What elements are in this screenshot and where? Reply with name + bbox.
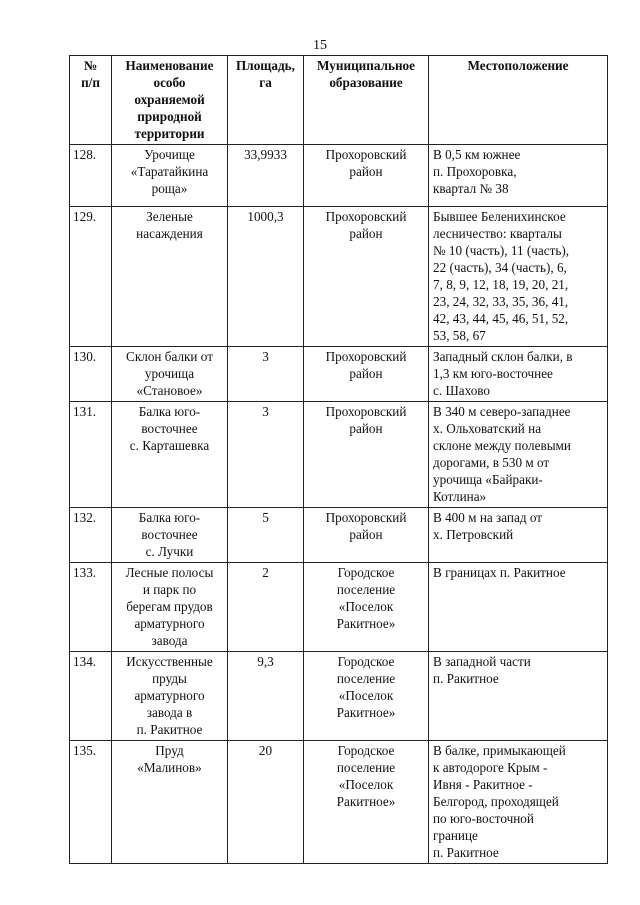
cell-number: 129.	[70, 207, 112, 347]
cell-location-line: по юго-восточной	[433, 811, 534, 826]
cell-municipality	[304, 145, 429, 207]
table-row	[70, 207, 608, 347]
cell-name-line: урочища	[144, 366, 195, 381]
header-text-line: территории	[134, 126, 205, 141]
cell-location-line: дорогами, в 530 м от	[433, 455, 550, 470]
cell-location-line: с. Шахово	[433, 383, 491, 398]
cell-municipality-line: «Поселок	[338, 777, 394, 792]
header-text-line: №	[83, 58, 98, 73]
cell-municipality	[304, 652, 429, 741]
cell-number: 132.	[70, 508, 112, 563]
cell-name-line: арматурного	[134, 688, 205, 703]
cell-location	[429, 347, 608, 402]
cell-name-line: с. Лучки	[145, 544, 194, 559]
cell-name	[112, 741, 228, 864]
cell-area: 5	[228, 508, 304, 563]
cell-location-line: 1,3 км юго-восточнее	[433, 366, 553, 381]
cell-location-line: п. Ракитное	[433, 671, 499, 686]
cell-name-line: Пруд	[155, 743, 184, 758]
cell-name-line: «Таратайкина	[130, 164, 209, 179]
cell-municipality	[304, 402, 429, 508]
cell-municipality	[304, 207, 429, 347]
cell-municipality-line: Прохоровский	[325, 510, 407, 525]
table-row	[70, 741, 608, 864]
cell-number: 130.	[70, 347, 112, 402]
cell-municipality-line: Ракитное»	[336, 705, 396, 720]
cell-municipality-line: «Поселок	[338, 599, 394, 614]
table-row	[70, 402, 608, 508]
cell-location	[429, 741, 608, 864]
header-name	[112, 56, 228, 145]
header-location	[429, 56, 608, 145]
cell-location	[429, 145, 608, 207]
table-row	[70, 508, 608, 563]
table-row	[70, 652, 608, 741]
cell-name	[112, 347, 228, 402]
cell-name-line: и парк по	[142, 582, 197, 597]
header-text-line: Площадь,	[236, 58, 295, 73]
cell-name-line: Зеленые	[146, 209, 193, 224]
cell-municipality-line: поселение	[336, 582, 396, 597]
cell-name-line: п. Ракитное	[136, 722, 203, 737]
header-text-line: п/п	[81, 75, 100, 90]
cell-location-line: п. Прохоровка,	[433, 164, 517, 179]
cell-municipality-line: поселение	[336, 760, 396, 775]
cell-name-line: восточнее	[141, 421, 198, 436]
cell-number: 133.	[70, 563, 112, 652]
cell-location-line: 53, 58, 67	[433, 328, 486, 343]
cell-location-line: границе	[433, 828, 478, 843]
cell-location-line: № 10 (часть), 11 (часть),	[433, 243, 570, 258]
cell-location-line: В границах п. Ракитное	[433, 565, 566, 580]
cell-name-line: завода	[151, 633, 188, 648]
cell-location-line: В 0,5 км южнее	[433, 147, 521, 162]
cell-location-line: х. Петровский	[433, 527, 514, 542]
cell-municipality-line: Прохоровский	[325, 147, 407, 162]
cell-location-line: квартал № 38	[433, 181, 509, 196]
cell-area: 2	[228, 563, 304, 652]
cell-municipality-line: Городское	[337, 565, 395, 580]
cell-municipality-line: район	[349, 164, 383, 179]
cell-name	[112, 508, 228, 563]
cell-location-line: 42, 43, 44, 45, 46, 51, 52,	[433, 311, 569, 326]
table-row	[70, 347, 608, 402]
cell-name-line: берегам прудов	[126, 599, 213, 614]
cell-municipality-line: район	[349, 527, 383, 542]
cell-location-line: В 340 м северо-западнее	[433, 404, 571, 419]
cell-municipality	[304, 563, 429, 652]
cell-location	[429, 207, 608, 347]
cell-municipality-line: район	[349, 226, 383, 241]
cell-location-line: В западной части	[433, 654, 531, 669]
cell-location-line: к автодороге Крым -	[433, 760, 548, 775]
cell-location	[429, 508, 608, 563]
header-number	[70, 56, 112, 145]
header-text-line: Муниципальное	[317, 58, 415, 73]
cell-number: 131.	[70, 402, 112, 508]
cell-municipality-line: «Поселок	[338, 688, 394, 703]
cell-number: 135.	[70, 741, 112, 864]
cell-area: 3	[228, 402, 304, 508]
cell-municipality-line: поселение	[336, 671, 396, 686]
cell-location-line: Ивня - Ракитное -	[433, 777, 533, 792]
cell-name-line: «Малинов»	[137, 760, 202, 775]
cell-municipality	[304, 347, 429, 402]
header-area	[228, 56, 304, 145]
header-text-line: природной	[137, 109, 202, 124]
protected-areas-table	[69, 55, 608, 864]
cell-location-line: лесничество: кварталы	[433, 226, 562, 241]
cell-municipality	[304, 508, 429, 563]
cell-location-line: Котлина»	[433, 489, 487, 504]
cell-location-line: х. Ольховатский на	[433, 421, 542, 436]
cell-name	[112, 402, 228, 508]
cell-name-line: Балка юго-	[138, 510, 201, 525]
header-municipality	[304, 56, 429, 145]
cell-location	[429, 402, 608, 508]
cell-area: 1000,3	[228, 207, 304, 347]
cell-location-line: 22 (часть), 34 (часть), 6,	[433, 260, 567, 275]
cell-name-line: Лесные полосы	[125, 565, 214, 580]
cell-location-line: 23, 24, 32, 33, 35, 36, 41,	[433, 294, 569, 309]
cell-municipality-line: Прохоровский	[325, 404, 407, 419]
header-text-line: Местоположение	[467, 58, 569, 73]
cell-location-line: 7, 8, 9, 12, 18, 19, 20, 21,	[433, 277, 569, 292]
cell-name-line: завода в	[146, 705, 193, 720]
cell-location-line: Белгород, проходящей	[433, 794, 559, 809]
cell-name	[112, 563, 228, 652]
cell-municipality-line: Ракитное»	[336, 794, 396, 809]
cell-municipality-line: Ракитное»	[336, 616, 396, 631]
cell-name	[112, 652, 228, 741]
cell-location-line: В балке, примыкающей	[433, 743, 566, 758]
cell-location	[429, 563, 608, 652]
cell-municipality-line: Городское	[337, 743, 395, 758]
cell-name	[112, 207, 228, 347]
cell-name-line: Искусственные	[126, 654, 213, 669]
cell-number: 134.	[70, 652, 112, 741]
cell-name-line: «Становое»	[136, 383, 203, 398]
header-text-line: охраняемой	[134, 92, 205, 107]
table-body	[70, 145, 608, 864]
cell-municipality-line: Городское	[337, 654, 395, 669]
table-row	[70, 145, 608, 207]
cell-name-line: Склон балки от	[126, 349, 213, 364]
cell-name-line: роща»	[151, 181, 188, 196]
table-header-row	[70, 56, 608, 145]
cell-location-line: В 400 м на запад от	[433, 510, 543, 525]
cell-municipality-line: Прохоровский	[325, 349, 407, 364]
cell-number: 128.	[70, 145, 112, 207]
header-text-line: Наименование	[125, 58, 214, 73]
cell-name-line: пруды	[152, 671, 187, 686]
cell-area: 33,9933	[228, 145, 304, 207]
cell-name-line: восточнее	[141, 527, 198, 542]
cell-area: 20	[228, 741, 304, 864]
cell-location	[429, 652, 608, 741]
cell-location-line: урочища «Байраки-	[433, 472, 543, 487]
cell-area: 3	[228, 347, 304, 402]
cell-name-line: с. Карташевка	[129, 438, 210, 453]
table-row	[70, 563, 608, 652]
page-number: 15	[313, 38, 327, 53]
header-text-line: образование	[329, 75, 403, 90]
cell-municipality	[304, 741, 429, 864]
cell-municipality-line: район	[349, 366, 383, 381]
cell-location-line: Западный склон балки, в	[433, 349, 573, 364]
cell-location-line: п. Ракитное	[433, 845, 499, 860]
cell-location-line: склоне между полевыми	[433, 438, 571, 453]
cell-municipality-line: Прохоровский	[325, 209, 407, 224]
cell-municipality-line: район	[349, 421, 383, 436]
cell-name-line: Урочище	[144, 147, 195, 162]
cell-location-line: Бывшее Беленихинское	[433, 209, 566, 224]
cell-name	[112, 145, 228, 207]
header-text-line: особо	[153, 75, 186, 90]
cell-area: 9,3	[228, 652, 304, 741]
header-text-line: га	[259, 75, 272, 90]
cell-name-line: насаждения	[136, 226, 203, 241]
cell-name-line: арматурного	[134, 616, 205, 631]
cell-name-line: Балка юго-	[138, 404, 201, 419]
